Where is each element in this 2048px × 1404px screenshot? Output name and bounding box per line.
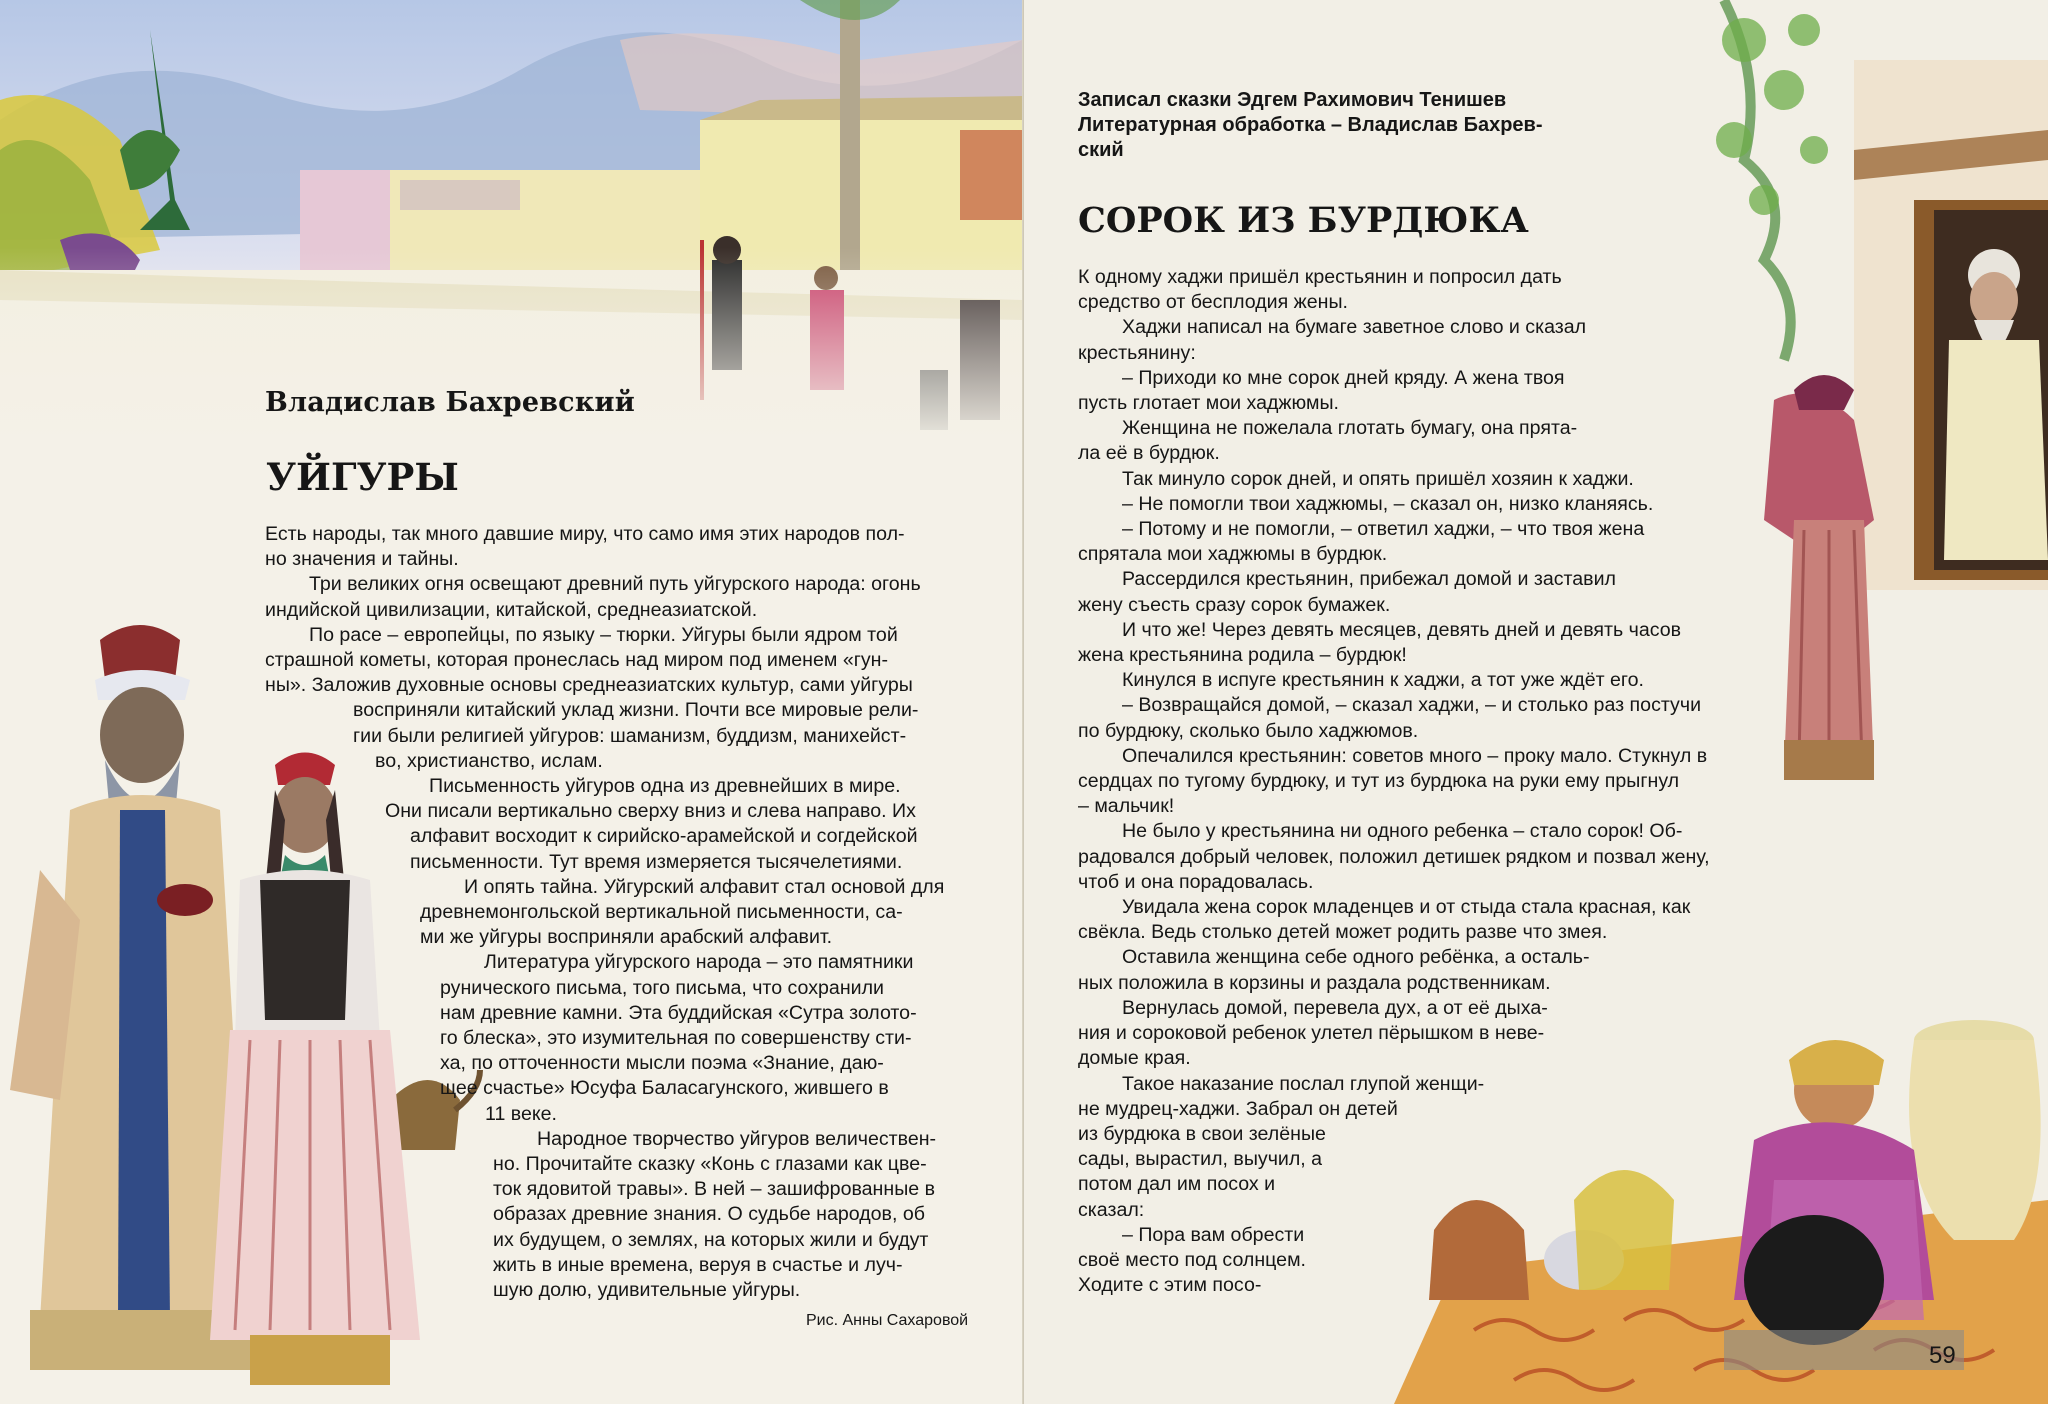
text-line: рунического письма, того письма, что сохранили xyxy=(440,976,884,999)
text-line: ми же уйгуры восприняли арабский алфавит. xyxy=(420,926,833,949)
story-title: СОРОК ИЗ БУРДЮКА xyxy=(1078,200,1529,241)
text-line: потом дал им посох и xyxy=(1078,1173,1276,1196)
text-line: сердцах по тугому бурдюку, и тут из бурдюка на руки ему прыгнул xyxy=(1078,770,1680,793)
text-line: щее счастье» Юсуфа Баласагунского, жившего в xyxy=(440,1077,889,1100)
text-line: Хаджи написал на бумаге заветное слово и сказал xyxy=(1122,316,1587,339)
paragraph xyxy=(265,950,1000,1126)
paragraph xyxy=(1078,265,1798,315)
text-line: 11 веке. xyxy=(485,1102,558,1125)
text-line: своё место под солнцем. xyxy=(1078,1248,1306,1271)
paragraph xyxy=(265,875,1000,951)
text-line: И что же! Через девять месяцев, девять дней и девять часов xyxy=(1122,618,1682,641)
paragraph xyxy=(265,1127,1000,1303)
text-line: но. Прочитайте сказку «Конь с глазами как цве- xyxy=(493,1153,927,1176)
paragraph xyxy=(1078,567,1798,617)
text-line: – мальчик! xyxy=(1078,795,1175,818)
text-line: Так минуло сорок дней, и опять пришёл хозяин к хаджи. xyxy=(1122,467,1634,490)
text-line: жена крестьянина родила – бурдюк! xyxy=(1078,644,1407,667)
text-line: ных положила в корзины и раздала родственникам. xyxy=(1078,971,1551,994)
text-line: Женщина не пожелала глотать бумагу, она прята- xyxy=(1122,417,1578,440)
illustration-credit: Рис. Анны Сахаровой xyxy=(806,1312,969,1329)
paragraph xyxy=(1078,467,1798,492)
village-illustration xyxy=(0,0,1022,450)
text-line: По расе – европейцы, по языку – тюрки. Уйгуры были ядром той xyxy=(309,623,898,646)
text-line: радовался добрый человек, положил детишек рядком и позвал жену, xyxy=(1078,845,1710,868)
text-line: Рассердился крестьянин, прибежал домой и заставил xyxy=(1122,568,1616,591)
paragraph xyxy=(1078,416,1798,466)
text-line: ток ядовитой травы». В ней – зашифрованные в xyxy=(493,1178,936,1201)
paragraph xyxy=(1078,366,1798,416)
text-line: – Пора вам обрести xyxy=(1122,1223,1305,1246)
text-line: ны». Заложив духовные основы среднеазиатских культур, сами уйгуры xyxy=(265,674,913,697)
text-line: ния и сороковой ребенок улетел пёрышком в неве- xyxy=(1078,1022,1545,1045)
text-line: Оставила женщина себе одного ребёнка, а осталь- xyxy=(1122,946,1590,969)
text-line: шую долю, удивительные уйгуры. xyxy=(493,1279,801,1302)
text-line: восприняли китайский уклад жизни. Почти все мировые рели- xyxy=(353,699,919,722)
text-line: сказал: xyxy=(1078,1198,1145,1221)
text-line: Кинулся в испуге крестьянин к хаджи, а тот уже ждёт его. xyxy=(1122,669,1644,692)
credits-line: ский xyxy=(1078,139,1124,161)
text-line: Такое наказание послал глупой женщи- xyxy=(1122,1072,1485,1095)
text-line: – Не помогли твои хаджюмы, – сказал он, низко кланяясь. xyxy=(1122,492,1654,515)
text-line: – Потому и не помогли, – ответил хаджи, – что твоя жена xyxy=(1122,518,1645,541)
paragraph xyxy=(1078,996,1798,1072)
paragraph xyxy=(1078,945,1798,995)
text-line: алфавит восходит к сирийско-арамейской и согдейской xyxy=(410,825,918,848)
right-page xyxy=(1024,0,2048,1404)
paragraph xyxy=(1078,744,1798,820)
text-line: Народное творчество уйгуров величествен- xyxy=(537,1127,937,1150)
story-credits xyxy=(1078,88,1618,163)
credits-line: Литературная обработка – Владислав Бахрев- xyxy=(1078,114,1543,136)
paragraph xyxy=(265,623,1000,774)
text-line: образах древние знания. О судьбе народов, об xyxy=(493,1203,925,1226)
text-line: древнемонгольской вертикальной письменности, са- xyxy=(420,901,903,924)
paragraph xyxy=(265,572,1000,622)
text-line: – Приходи ко мне сорок дней кряду. А жена твоя xyxy=(1122,366,1565,389)
paragraph xyxy=(1078,517,1798,567)
text-line: свёкла. Ведь столько детей может родить разве что змея. xyxy=(1078,921,1608,944)
text-line: Есть народы, так много давшие миру, что само имя этих народов пол- xyxy=(265,523,905,545)
text-line: жить в иные времена, веруя в счастье и луч- xyxy=(493,1253,903,1276)
text-line: чтоб и она порадовалась. xyxy=(1078,870,1314,893)
text-line: К одному хаджи пришёл крестьянин и попросил дать xyxy=(1078,266,1562,288)
paragraph xyxy=(265,774,1000,875)
text-line: го блеска», это изумительная по совершенству сти- xyxy=(440,1027,912,1050)
page-number: 59 xyxy=(1929,1342,1956,1369)
text-line: но значения и тайны. xyxy=(265,548,459,571)
author-name: Владислав Бахревский xyxy=(265,387,635,418)
paragraph xyxy=(1078,693,1798,743)
paragraph xyxy=(1078,895,1798,945)
text-line: Ходите с этим посо- xyxy=(1078,1274,1262,1297)
text-line: крестьянину: xyxy=(1078,341,1196,364)
text-line: ха, по отточенности мысли поэма «Знание, даю- xyxy=(440,1052,884,1075)
text-line: ла её в бурдюк. xyxy=(1078,442,1220,465)
text-line: средство от бесплодия жены. xyxy=(1078,291,1348,314)
paragraph xyxy=(265,522,1000,572)
text-line: гии были религией уйгуров: шаманизм, буддизм, манихейст- xyxy=(353,724,907,747)
paragraph xyxy=(1078,618,1798,668)
paragraph xyxy=(1078,315,1798,365)
text-line: Вернулась домой, перевела дух, а от её дыха- xyxy=(1122,996,1548,1019)
text-line: Три великих огня освещают древний путь уйгурского народа: огонь xyxy=(309,573,921,596)
text-line: не мудрец-хаджи. Забрал он детей xyxy=(1078,1097,1398,1120)
text-line: спрятала мои хаджюмы в бурдюк. xyxy=(1078,543,1388,566)
text-line: домые края. xyxy=(1078,1047,1191,1070)
text-line: страшной кометы, которая пронеслась над миром под именем «гун- xyxy=(265,649,889,672)
text-line: И опять тайна. Уйгурский алфавит стал основой для xyxy=(464,875,945,898)
text-line: их будущем, о землях, на которых жили и будут xyxy=(493,1228,929,1251)
paragraph xyxy=(1078,1223,1798,1299)
text-line: Литература уйгурского народа – это памятники xyxy=(484,951,914,974)
text-line: пусть глотает мои хаджюмы. xyxy=(1078,392,1340,415)
credits-line: Записал сказки Эдгем Рахимович Тенишев xyxy=(1078,89,1507,111)
text-line: Они писали вертикально сверху вниз и слева направо. Их xyxy=(385,800,916,823)
article-title: УЙГУРЫ xyxy=(266,455,459,499)
story-body xyxy=(1078,265,1798,1298)
text-line: Не было у крестьянина ни одного ребенка – стало сорок! Об- xyxy=(1122,820,1683,843)
text-line: нам древние камни. Эта буддийская «Сутра золото- xyxy=(440,1001,917,1024)
text-line: из бурдюка в свои зелёные xyxy=(1078,1122,1326,1145)
text-line: индийской цивилизации, китайской, среднеазиатской. xyxy=(265,598,758,621)
text-line: – Возвращайся домой, – сказал хаджи, – и столько раз постучи xyxy=(1122,694,1702,717)
text-line: по бурдюку, сколько было хаджюмов. xyxy=(1078,719,1419,742)
paragraph xyxy=(1078,1072,1798,1223)
text-line: сады, вырастил, выучил, а xyxy=(1078,1148,1323,1171)
paragraph xyxy=(1078,819,1798,895)
text-line: письменности. Тут время измеряется тысячелетиями. xyxy=(410,850,903,873)
article-body xyxy=(265,522,1000,1303)
paragraph xyxy=(1078,668,1798,693)
text-line: Письменность уйгуров одна из древнейших в мире. xyxy=(429,775,901,798)
text-line: Опечалился крестьянин: советов много – проку мало. Стукнул в xyxy=(1122,744,1708,767)
text-line: жену съесть сразу сорок бумажек. xyxy=(1078,593,1391,616)
text-line: Увидала жена сорок младенцев и от стыда стала красная, как xyxy=(1122,896,1691,919)
paragraph xyxy=(1078,492,1798,517)
text-line: во, христианство, ислам. xyxy=(375,749,603,772)
